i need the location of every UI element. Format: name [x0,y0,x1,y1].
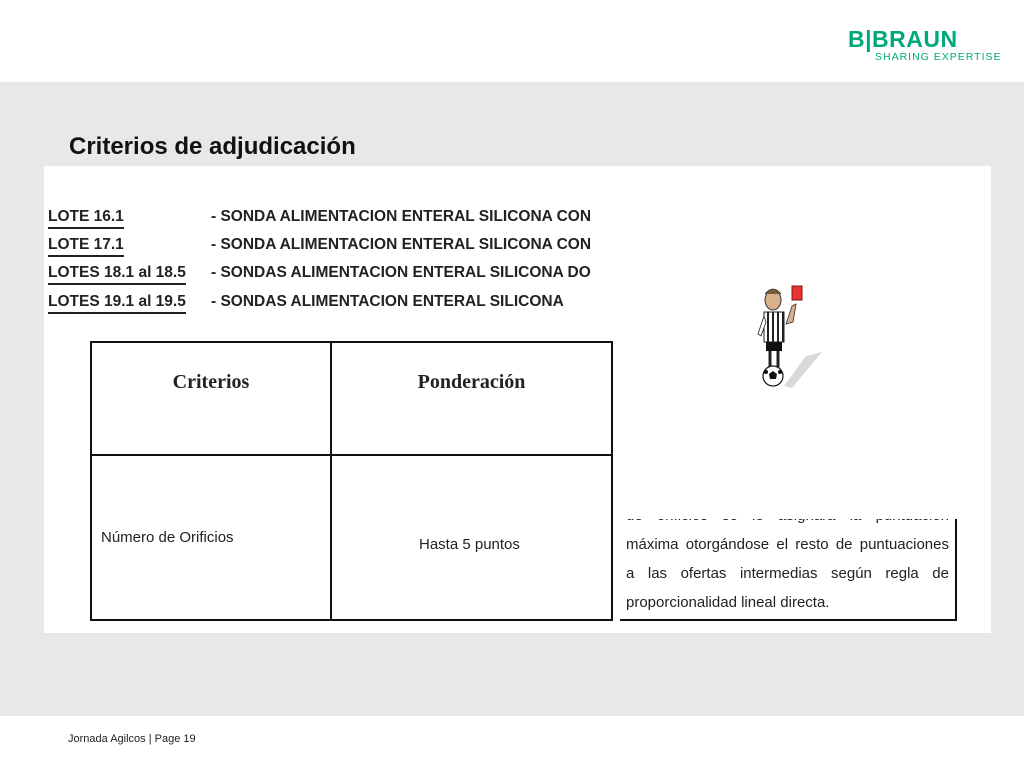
lote-description: - SONDA ALIMENTACION ENTERAL SILICONA CON [211,236,592,253]
slide-header [0,0,1024,82]
table-header-cell [330,341,613,456]
content-image [44,166,991,633]
lote-description: - SONDAS ALIMENTACION ENTERAL SILICONA DO [211,264,591,281]
criterio-cell: Número de Orificios [101,529,234,546]
logo-tagline: SHARING EXPERTISE [875,51,1002,63]
lote-description: - SONDAS ALIMENTACION ENTERAL SILICONA [211,293,564,310]
bbraun-logo [848,26,1002,66]
description-line: proporcionalidad lineal directa. [626,594,830,611]
header-ponderacion: Ponderación [417,371,526,393]
description-line: máxima otorgándose el resto de puntuaciones [626,536,949,553]
lote-code: LOTES 18.1 al 18.5 [48,263,186,285]
lote-code: LOTE 17.1 [48,235,124,257]
lote-code: LOTE 16.1 [48,207,124,229]
slide-title: Criterios de adjudicación [69,133,356,160]
ponderacion-cell: Hasta 5 puntos [419,536,520,553]
lote-description: - SONDA ALIMENTACION ENTERAL SILICONA CON [211,208,592,225]
table-header-cell [90,341,332,456]
header-criterios: Criterios [172,371,250,393]
lote-code: LOTES 19.1 al 19.5 [48,292,186,314]
table-row [330,454,613,621]
footer-text: Jornada Agilcos | Page 19 [68,733,196,745]
logo-wordmark: B|BRAUN [848,26,958,52]
table-row [90,454,332,621]
referee-red-card-icon [726,276,856,406]
description-line: a las ofertas intermedias según regla de [626,565,949,582]
slide-footer [0,716,1024,768]
